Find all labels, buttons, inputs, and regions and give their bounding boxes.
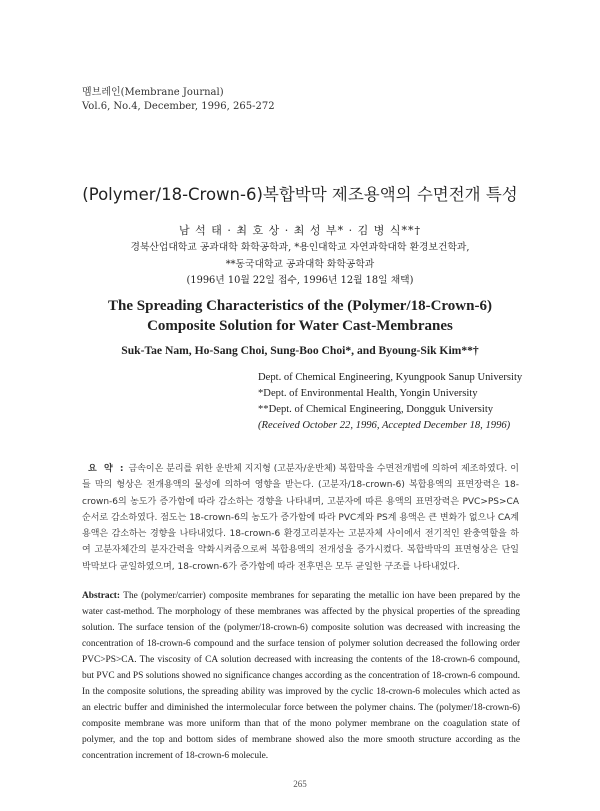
abstract-korean-text: 금속이온 분리를 위한 운반체 지지형 (고분자/운반체) 복합막을 수면전개법에 의하여 제조하였다. 이들 막의 형상은 전개용액의 물성에 의하여 영향을 받는다. (고분자/18-crown-6) 복합용액의 표면장력은 18-crown-6의 농도가 증가함에 따라 감소하는 경향을 나타내며, 고분자에 따른 용액의 표면장력은 PVC>PS>CA 순서로 감소하였다. 점도는 18-crown-6의 농도가 증가함에 따라 PVC계와 PS계 용액은 큰 변화가 없으나 CA계 용액은 감소하는 경향을 나타내었다. 18-crown-6 환경고리분자는 고분자체 사이에서 전기적인 완충역할을 하여 고분자체간의 분자간력을 약화시켜줌으로써 복합용액의 전개성을 증가시켰다. 복합박막의 표면형상은 단일박막보다 균일하였으며, 18-crown-6가 증가함에 따라 전후면은 모두 균일한 구조를 나타내었다. [82,464,519,572]
journal-issue: Vol.6, No.4, December, 1996, 265-272 [82,101,275,112]
received-date-korean: (1996년 10월 22일 접수, 1996년 12월 18일 채택) [186,275,414,286]
authors-english: Suk-Tae Nam, Ho-Sang Choi, Sung-Boo Choi*, and Byoung-Sik Kim**† [121,344,479,357]
abstract-korean-label: 요 약 : [88,464,126,474]
affiliation-korean-line-1: 경북산업대학교 공과대학 화학공학과, *용인대학교 자연과학대학 환경보건학과, [130,242,470,253]
title-korean: (Polymer/18-Crown-6)복합박막 제조용액의 수면전개 특성 [82,185,518,204]
journal-name: 멤브레인(Membrane Journal) [82,87,224,98]
abstract-english-text: The (polymer/carrier) composite membranes for separating the metallic ion have been prepared by the water cast-method. The morphology of these membranes was affected by the physical properties of the spreading solution. The surface tension of the (polymer/18-crown-6) composite solution was decreased with increasing the concentration of 18-crown-6 compound and the surface tension of polymer solution decreased the following order PVC>PS>CA. The viscosity of CA solution decreased with increasing the contents of the 18-crown-6 compound, but PVC and PS solutions showed no significance changes according as the concentration of 18-crown-6 compound. In the composite solutions, the spreading ability was improved by the cyclic 18-crown-6 molecules which acted as an electric buffer and diminished the intermolecular force between the polymer chains. The (polymer/18-crown-6) composite membrane was more uniform than that of the mono polymer membrane on the coagulation state of polymer, and the top and bottom sides of membrane showed also the more smooth structure according as the concentration increment of 18-crown-6 molecule. [82,591,520,761]
affiliation-english-line-3: **Dept. of Chemical Engineering, Dongguk University [258,404,494,415]
page-number: 265 [293,779,307,789]
authors-korean: 남 석 태 · 최 호 상 · 최 성 부* · 김 병 식**† [179,224,421,237]
affiliation-english-line-2: *Dept. of Environmental Health, Yongin University [258,388,478,399]
title-english-line-2: Composite Solution for Water Cast-Membranes [147,318,453,334]
received-date-english: (Received October 22, 1996, Accepted December 18, 1996) [258,420,511,431]
abstract-korean [82,461,519,575]
abstract-english [82,588,520,764]
affiliation-korean-line-2: **동국대학교 공과대학 화학공학과 [225,259,375,270]
title-english-line-1: The Spreading Characteristics of the (Polymer/18-Crown-6) [108,298,492,314]
abstract-english-label: Abstract: [82,591,121,601]
affiliation-english-line-1: Dept. of Chemical Engineering, Kyungpook Sanup University [258,372,523,383]
title-english [0,296,600,336]
